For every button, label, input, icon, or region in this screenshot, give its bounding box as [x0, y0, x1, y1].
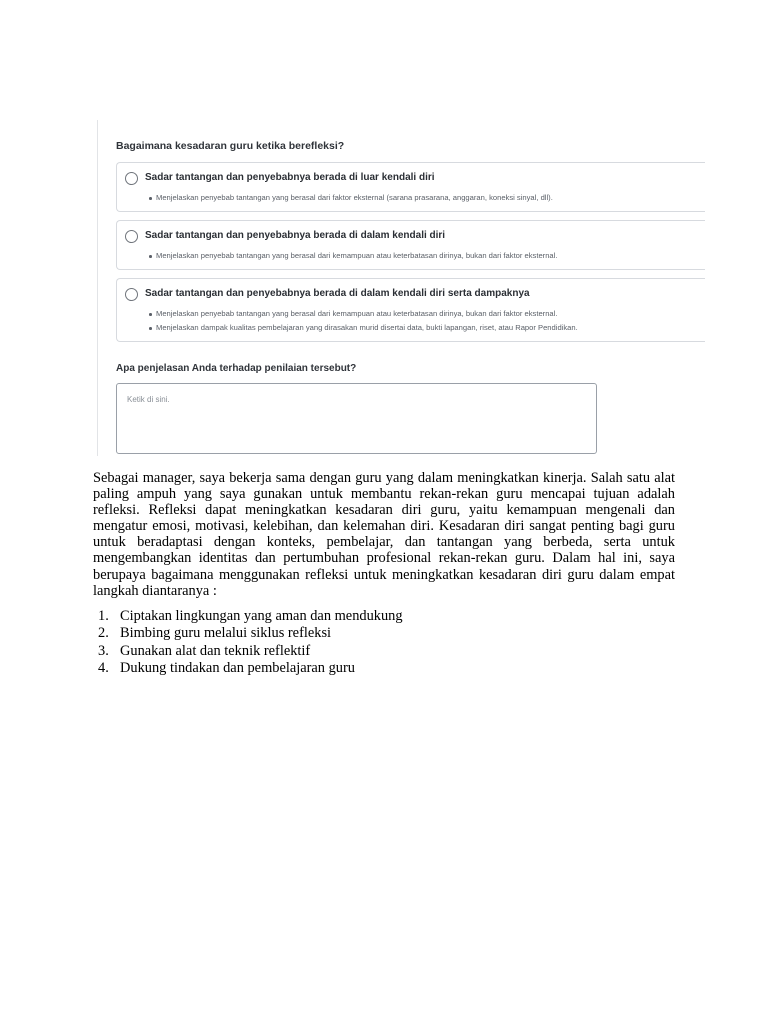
option-card-1[interactable]	[116, 162, 705, 212]
list-text: Dukung tindakan dan pembelajaran guru	[120, 659, 355, 676]
list-text: Gunakan alat dan teknik reflektif	[120, 642, 311, 659]
option-label: Sadar tantangan dan penyebabnya berada di dalam kendali diri serta dampaknya	[145, 288, 530, 299]
bullet-item: Menjelaskan penyebab tantangan yang berasal dari kemampuan atau keterbatasan dirinya, bukan dari faktor eksternal.	[149, 307, 578, 321]
list-number: 3.	[98, 642, 109, 659]
radio-icon[interactable]	[125, 288, 138, 301]
option-label: Sadar tantangan dan penyebabnya berada di luar kendali diri	[145, 172, 435, 183]
radio-icon[interactable]	[125, 230, 138, 243]
list-number: 1.	[98, 608, 109, 624]
list-text: Ciptakan lingkungan yang aman dan mendukung	[120, 608, 403, 624]
list-item	[93, 625, 675, 642]
steps-list	[93, 608, 675, 677]
list-number: 2.	[98, 625, 109, 642]
explanation-question: Apa penjelasan Anda terhadap penilaian tersebut?	[116, 363, 357, 374]
list-item	[93, 660, 675, 677]
option-bullets	[149, 249, 557, 263]
answer-placeholder: Ketik di sini.	[127, 395, 170, 404]
embedded-form-screenshot	[97, 120, 705, 456]
radio-icon[interactable]	[125, 172, 138, 185]
option-label: Sadar tantangan dan penyebabnya berada di dalam kendali diri	[145, 230, 446, 241]
bullet-item: Menjelaskan penyebab tantangan yang berasal dari faktor eksternal (sarana prasarana, anggaran, koneksi sinyal, dll).	[149, 191, 553, 205]
bullet-item: Menjelaskan penyebab tantangan yang berasal dari kemampuan atau keterbatasan dirinya, bukan dari faktor eksternal.	[149, 249, 557, 263]
list-item	[93, 643, 675, 660]
list-item	[93, 608, 675, 625]
option-bullets	[149, 307, 578, 335]
question-title: Bagaimana kesadaran guru ketika berefleksi?	[116, 140, 345, 152]
option-bullets	[149, 191, 553, 205]
option-card-3[interactable]	[116, 278, 705, 342]
bullet-item: Menjelaskan dampak kualitas pembelajaran yang dirasakan murid disertai data, bukti lapangan, riset, atau Rapor Pendidikan.	[149, 321, 578, 335]
answer-textarea[interactable]	[116, 383, 597, 454]
list-number: 4.	[98, 659, 109, 676]
list-text: Bimbing guru melalui siklus refleksi	[120, 625, 332, 642]
body-paragraph: Sebagai manager, saya bekerja sama dengan guru yang dalam meningkatkan kinerja. Salah satu alat paling ampuh yang saya gunakan untuk membantu rekan-rekan guru mencapai tujuan adalah refleksi. Refleksi dapat meningkatkan kesadaran diri guru, yaitu kemampuan mengenali dan mengatur emosi, motivasi, kelebihan, dan kelemahan diri. Kesadaran diri sangat penting bagi guru untuk beradaptasi dengan konteks, pembelajar, dan tantangan yang berbeda, serta untuk mengembangkan identitas dan pertumbuhan profesional rekan-rekan guru. Dalam hal ini, saya berupaya bagaimana menggunakan refleksi untuk meningkatkan kesadaran diri guru dalam empat langkah diantaranya :	[93, 470, 675, 599]
option-card-2[interactable]	[116, 220, 705, 270]
